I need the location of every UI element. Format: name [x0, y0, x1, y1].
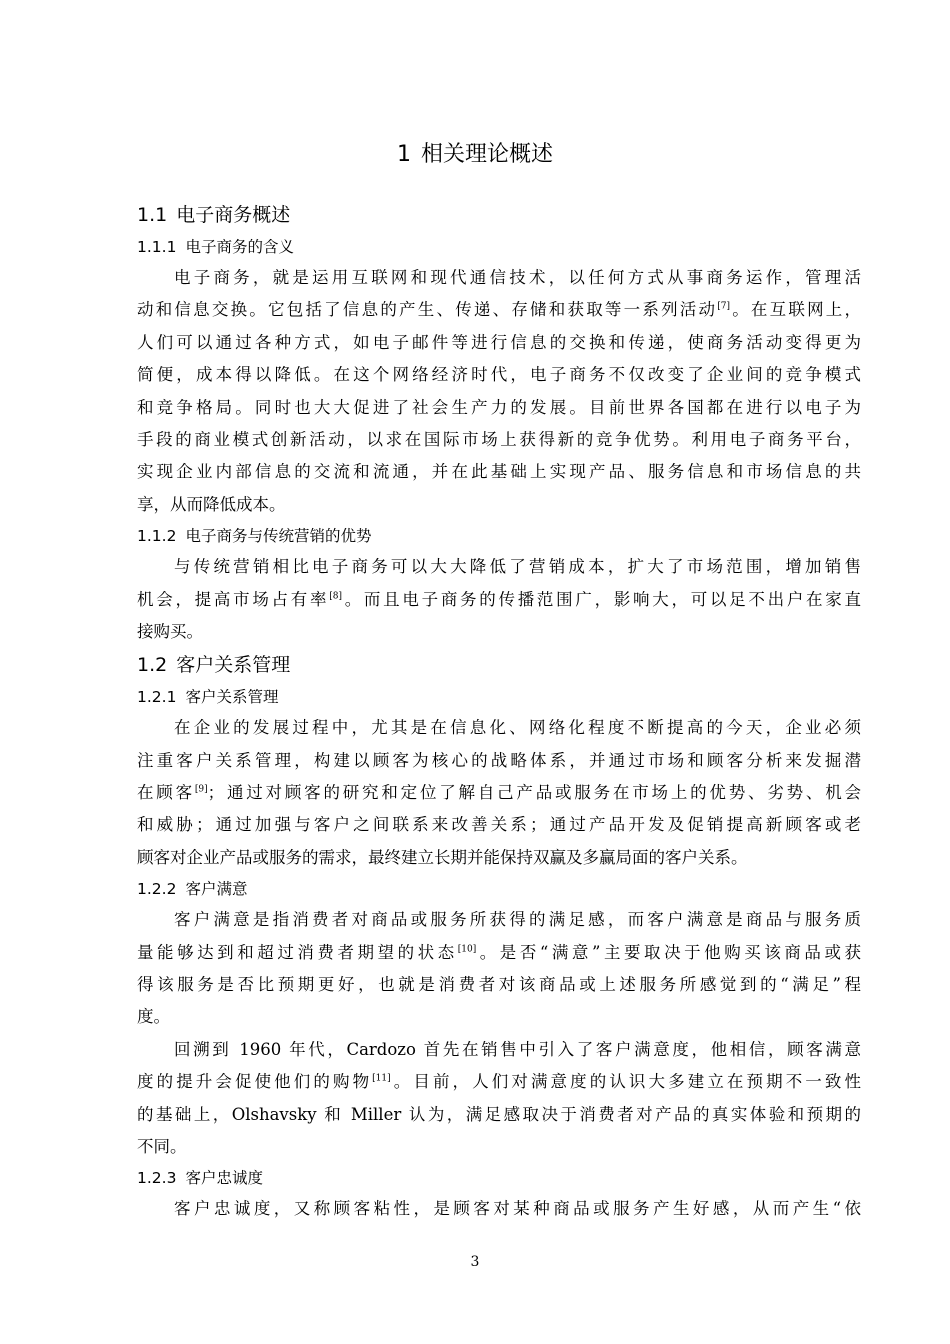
paragraph-1-1-2 — [137, 551, 861, 648]
text-line: 和竞争格局。同时也大大促进了社会生产力的发展。目前世界各国都在进行以电子为 — [137, 397, 861, 417]
text-line: 机会，提高市场占有率[8]。而且电子商务的传播范围广，影响大，可以足不出户在家直 — [137, 589, 862, 609]
citation-ref: [11] — [372, 1073, 391, 1084]
text-line: 在企业的发展过程中，尤其是在信息化、网络化程度不断提高的今天，企业必须 — [174, 718, 861, 738]
text-line: 的基础上，Olshavsky 和 Miller 认为，满足感取决于消费者对产品的真实体验和预期的 — [137, 1104, 861, 1124]
text-line: 回溯到 1960 年代，Cardozo 首先在销售中引入了客户满意度，他相信，顾客满意 — [174, 1039, 861, 1059]
subsection-heading-1-2-2: 1.2.2 客户满意 — [137, 880, 248, 899]
paragraph-1-2-2-b — [137, 1034, 861, 1164]
text-line: 度。 — [137, 1007, 170, 1027]
text-line: 实现企业内部信息的交流和流通，并在此基础上实现产品、服务信息和市场信息的共 — [137, 462, 861, 482]
text-line: 手段的商业模式创新活动，以求在国际市场上获得新的竞争优势。利用电子商务平台， — [137, 429, 861, 449]
citation-ref: [8] — [329, 591, 342, 602]
subsection-heading-1-1-1: 1.1.1 电子商务的含义 — [137, 238, 294, 256]
text-line: 顾客对企业产品或服务的需求，最终建立长期并能保持双赢及多赢局面的客户关系。 — [137, 847, 748, 867]
text-line: 与传统营销相比电子商务可以大大降低了营销成本，扩大了市场范围，增加销售 — [174, 557, 861, 577]
section-heading-1-2: 1.2 客户关系管理 — [137, 654, 291, 677]
citation-ref: [10] — [457, 944, 477, 955]
text-line: 动和信息交换。它包括了信息的产生、传递、存储和获取等一系列活动[7]。在互联网上， — [137, 300, 862, 320]
paragraph-1-2-2 — [137, 904, 861, 1034]
paragraph-1-1-1 — [137, 262, 861, 521]
paragraph-1-2-1 — [137, 712, 861, 874]
text-line: 不同。 — [137, 1136, 187, 1156]
text-line: 得该服务是否比预期更好，也就是消费者对该商品或上述服务所感觉到的“满足”程 — [137, 975, 861, 995]
text-line: 在顾客[9]；通过对顾客的研究和定位了解自己产品或服务在市场上的优势、劣势、机会 — [137, 783, 862, 803]
text-line: 和威胁；通过加强与客户之间联系来改善关系；通过产品开发及促销提高新顾客或老 — [137, 815, 861, 835]
subsection-heading-1-2-1: 1.2.1 客户关系管理 — [137, 688, 279, 707]
subsection-heading-1-1-2: 1.1.2 电子商务与传统营销的优势 — [137, 527, 372, 546]
page-number: 3 — [470, 1254, 480, 1270]
text-line: 电子商务，就是运用互联网和现代通信技术，以任何方式从事商务运作，管理活 — [174, 268, 861, 287]
text-line: 客户忠诚度，又称顾客粘性，是顾客对某种商品或服务产生好感，从而产生“依 — [174, 1199, 861, 1219]
page-content — [137, 198, 861, 1226]
text-line: 简便，成本得以降低。在这个网络经济时代，电子商务不仅改变了企业间的竞争模式 — [137, 365, 861, 385]
text-line: 注重客户关系管理，构建以顾客为核心的战略体系，并通过市场和顾客分析来发掘潜 — [137, 750, 861, 770]
citation-ref: [9] — [194, 784, 208, 795]
chapter-title: 1 相关理论概述 — [396, 142, 553, 167]
text-line: 享，从而降低成本。 — [137, 494, 286, 514]
citation-ref: [7] — [717, 301, 730, 312]
text-line: 度的提升会促使他们的购物[11]。目前，人们对满意度的认识大多建立在预期不一致性 — [137, 1072, 861, 1092]
paragraph-1-2-3 — [137, 1193, 861, 1225]
subsection-heading-1-2-3: 1.2.3 客户忠诚度 — [137, 1169, 263, 1188]
text-line: 量能够达到和超过消费者期望的状态[10]。是否“满意”主要取决于他购买该商品或获 — [137, 942, 862, 962]
text-line: 接购买。 — [137, 621, 203, 641]
text-line: 人们可以通过各种方式，如电子邮件等进行信息的交换和传递，使商务活动变得更为 — [137, 332, 861, 352]
section-heading-1-1: 1.1 电子商务概述 — [137, 204, 291, 226]
text-line: 客户满意是指消费者对商品或服务所获得的满足感，而客户满意是商品与服务质 — [174, 910, 861, 930]
